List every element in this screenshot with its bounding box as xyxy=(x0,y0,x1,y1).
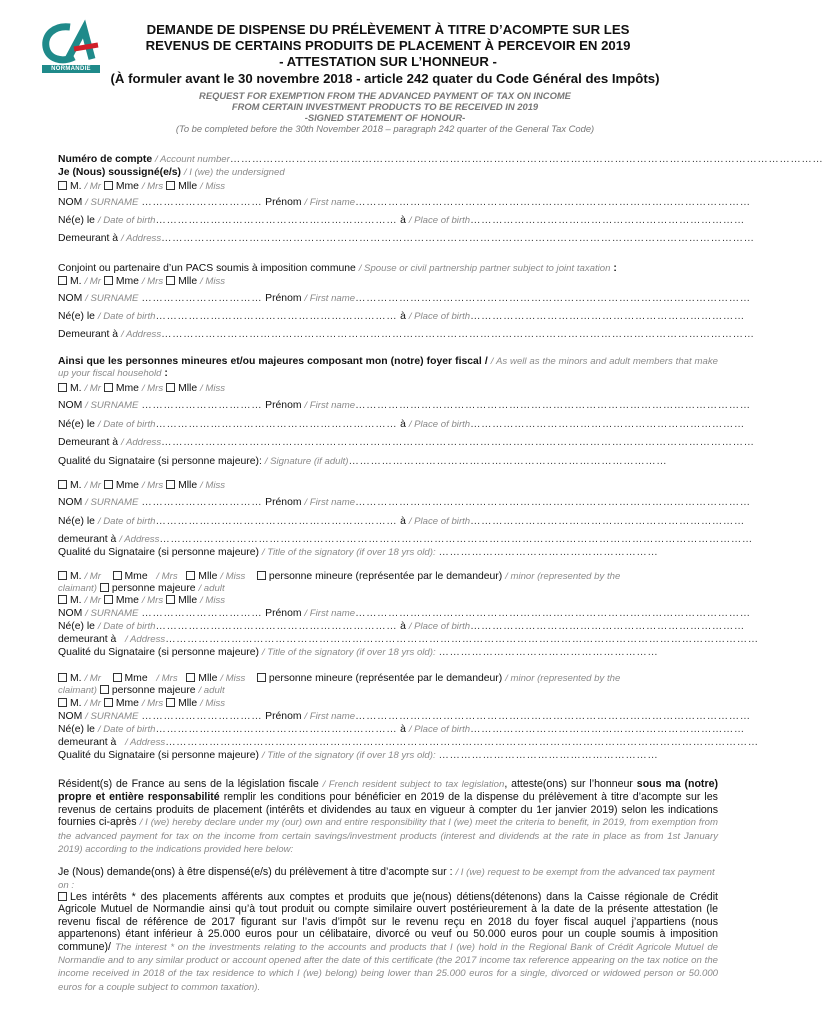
checkbox-adult[interactable] xyxy=(100,685,109,694)
name-field-1[interactable]: NOM / SURNAME …………………………… Prénom / First name……………………………………………………………………………………………… xyxy=(58,197,751,208)
household-section-heading: Ainsi que les personnes mineures et/ou majeures composant mon (notre) foyer fiscal / / As well as the minors and adult members that make up your fiscal household : xyxy=(58,356,718,380)
title-checkboxes-3[interactable]: M. / Mr Mme / Mrs Mlle / Miss xyxy=(58,382,718,395)
title-checkboxes-5[interactable]: M. / Mr Mme / Mrs Mlle / Miss xyxy=(58,594,718,607)
signatory-quality-field-1[interactable]: Qualité du Signataire (si personne majeure): / Signature (if adult)…………………………………………………………………………… xyxy=(58,456,668,467)
checkbox-minor[interactable] xyxy=(257,673,266,682)
checkbox-m[interactable] xyxy=(58,276,67,285)
name-field-2[interactable]: NOM / SURNAME …………………………… Prénom / First name……………………………………………………………………………………………… xyxy=(58,293,751,304)
checkbox-m[interactable] xyxy=(58,480,67,489)
address-field-1[interactable]: Demeurant à / Address……………………………………………………………………………………………………………………………………………… xyxy=(58,233,755,244)
checkbox-mme[interactable] xyxy=(113,571,122,580)
birth-field-1[interactable]: Né(e) le / Date of birth………………………………………………………… à / Place of birth………………………………………………………………… xyxy=(58,215,745,226)
logo-region: NORMANDIE xyxy=(42,65,100,73)
checkbox-minor[interactable] xyxy=(257,571,266,580)
partner-section-heading: Conjoint ou partenaire d’un PACS soumis à imposition commune / Spouse or civil partnership partner subject to joint taxation : xyxy=(58,263,617,274)
birth-field-6[interactable]: Né(e) le / Date of birth………………………………………………………… à / Place of birth………………………………………………………………… xyxy=(58,724,745,735)
name-field-5[interactable]: NOM / SURNAME …………………………… Prénom / First name……………………………………………………………………………………………… xyxy=(58,608,751,619)
checkbox-mme[interactable] xyxy=(104,698,113,707)
signatory-quality-field-4[interactable]: Qualité du Signataire (si personne majeure) / Title of the signatory (if over 18 yrs old): …………………………………………………… xyxy=(58,750,659,761)
checkbox-m[interactable] xyxy=(58,673,67,682)
title-checkboxes-1[interactable]: M. / Mr Mme / Mrs Mlle / Miss xyxy=(58,180,718,193)
checkbox-mme[interactable] xyxy=(104,383,113,392)
checkbox-mlle[interactable] xyxy=(166,698,175,707)
checkbox-m[interactable] xyxy=(58,571,67,580)
address-field-6[interactable]: demeurant à / Address……………………………………………………………………………………………………………………………………………… xyxy=(58,737,759,748)
english-title: REQUEST FOR EXEMPTION FROM THE ADVANCED PAYMENT OF TAX ON INCOME FROM CERTAIN INVESTMENT PRODUCTS TO BE RECEIVED IN 2019 -SIGNED STATEMENT OF HONOUR- (To be completed before the 30th November 2018 – paragraph 242 quarter of the General Tax Code) xyxy=(175,90,595,134)
signatory-quality-field-3[interactable]: Qualité du Signataire (si personne majeure) / Title of the signatory (if over 18 yrs old): …………………………………………………… xyxy=(58,647,659,658)
checkbox-mlle[interactable] xyxy=(166,383,175,392)
title-checkboxes-2[interactable]: M. / Mr Mme / Mrs Mlle / Miss xyxy=(58,275,718,288)
credit-agricole-logo xyxy=(40,23,102,69)
checkbox-m[interactable] xyxy=(58,595,67,604)
name-field-3[interactable]: NOM / SURNAME …………………………… Prénom / First name……………………………………………………………………………………………… xyxy=(58,400,751,411)
checkbox-m[interactable] xyxy=(58,698,67,707)
birth-field-5[interactable]: Né(e) le / Date of birth………………………………………………………… à / Place of birth………………………………………………………………… xyxy=(58,621,745,632)
adult-checkbox-5[interactable]: claimant) personne majeure / adult xyxy=(58,583,225,594)
name-field-4[interactable]: NOM / SURNAME …………………………… Prénom / First name……………………………………………………………………………………………… xyxy=(58,497,751,508)
exemption-request-paragraph: Je (Nous) demande(ons) à être dispensé(e/s) du prélèvement à titre d’acompte sur : / I (we) request to be exempt from the advanced tax payment on : xyxy=(58,866,715,892)
undersigned-label: Je (Nous) soussigné(e/s) / I (we) the undersigned xyxy=(58,167,285,178)
name-field-6[interactable]: NOM / SURNAME …………………………… Prénom / First name……………………………………………………………………………………………… xyxy=(58,711,751,722)
checkbox-mlle[interactable] xyxy=(186,673,195,682)
checkbox-interest[interactable] xyxy=(58,892,67,901)
checkbox-mlle[interactable] xyxy=(166,595,175,604)
checkbox-mme[interactable] xyxy=(104,595,113,604)
document-deadline: (À formuler avant le 30 novembre 2018 - article 242 quater du Code Général des Impôts) xyxy=(110,71,660,86)
address-field-2[interactable]: Demeurant à / Address……………………………………………………………………………………………………………………………………………… xyxy=(58,329,755,340)
document-title: DEMANDE DE DISPENSE DU PRÉLÈVEMENT À TITRE D’ACOMPTE SUR LES REVENUS DE CERTAINS PRODUITS DE PLACEMENT À PERCEVOIR EN 2019 - ATTESTATION SUR L’HONNEUR - xyxy=(145,22,631,69)
address-field-4[interactable]: demeurant à / Address……………………………………………………………………………………………………………………………………………… xyxy=(58,534,753,545)
checkbox-mme[interactable] xyxy=(104,181,113,190)
checkbox-adult[interactable] xyxy=(100,583,109,592)
interest-exemption-paragraph: Les intérêts * des placements afférents aux comptes et produits que je(nous) détiens(détenons) dans la Caisse régionale de Crédit Agricole Mutuel de Normandie ainsi qu’à tout produit ou compte similaire ouvert postérieurement à la date de la présente attestation (le revenu fiscal de référence de 2017 figurant sur l’avis d’impôt sur le revenu reçu en 2018 du foyer fiscal auquel j’appartiens (nous appartenons) étant inférieur à 25.000 euros pour un célibataire, divorcé ou veuf ou 50.000 euros pour un couple soumis à imposition commune)/ The interest * on the investments relating to the accounts and products that I (we) hold in the Regional Bank of Crédit Agricole Mutuel de Normandie and to any similar product or account opened after the date of this certificate (the 2017 income tax reference appearing on the tax notice on the income received in 2018 of the tax residence to which I (we) belong) being lower than 25.000 euros for a single, divorced or widowed person or 50.000 euros for a couple subject to common taxation). xyxy=(58,891,718,993)
checkbox-m[interactable] xyxy=(58,181,67,190)
checkbox-mlle[interactable] xyxy=(166,480,175,489)
checkbox-mme[interactable] xyxy=(113,673,122,682)
birth-field-2[interactable]: Né(e) le / Date of birth………………………………………………………… à / Place of birth………………………………………………………………… xyxy=(58,311,745,322)
address-field-3[interactable]: Demeurant à / Address……………………………………………………………………………………………………………………………………………… xyxy=(58,437,755,448)
declaration-paragraph: Résident(s) de France au sens de la législation fiscale / French resident subject to tax legislation, atteste(ons) sur l’honneur sous ma (notre) propre et entière responsabilité remplir les conditions pour bénéficier en 2019 de la dispense du prélèvement à titre d’acompte sur les revenus de certains produits de placement (intérêts et dividendes au taux en vigueur à compter du 1er janvier 2019) selon les indications fournies ci-après / I (we) hereby declare under my (our) own and entire responsibility that I (we) meet the criteria to benefit, in 2019, from exemption from the advanced payment for tax on the income from certain savings/investment products (interest and dividends at the rate in place as from 1st January 2019) according to the indications provided here below: xyxy=(58,778,719,856)
title-checkboxes-4[interactable]: M. / Mr Mme / Mrs Mlle / Miss xyxy=(58,479,718,492)
birth-field-3[interactable]: Né(e) le / Date of birth………………………………………………………… à / Place of birth………………………………………………………………… xyxy=(58,419,745,430)
checkbox-mlle[interactable] xyxy=(166,276,175,285)
checkbox-mlle[interactable] xyxy=(166,181,175,190)
signatory-quality-field-2[interactable]: Qualité du Signataire (si personne majeure) / Title of the signatory (if over 18 yrs old): …………………………………………………… xyxy=(58,547,659,558)
minor-adult-checkboxes-6[interactable]: M. / Mr Mme / Mrs Mlle / Miss personne mineure (représentée par le demandeur) / minor (represented by the xyxy=(58,672,718,685)
address-field-5[interactable]: demeurant à / Address……………………………………………………………………………………………………………………………………………… xyxy=(58,634,759,645)
birth-field-4[interactable]: Né(e) le / Date of birth………………………………………………………… à / Place of birth………………………………………………………………… xyxy=(58,516,745,527)
checkbox-mme[interactable] xyxy=(104,480,113,489)
account-number-field[interactable]: Numéro de compte / Account number……………………………………………………………………………………………………………………………………………… xyxy=(58,154,823,165)
checkbox-m[interactable] xyxy=(58,383,67,392)
minor-adult-checkboxes-5[interactable]: M. / Mr Mme / Mrs Mlle / Miss personne mineure (représentée par le demandeur) / minor (represented by the xyxy=(58,570,718,583)
title-checkboxes-6[interactable]: M. / Mr Mme / Mrs Mlle / Miss xyxy=(58,697,718,710)
checkbox-mlle[interactable] xyxy=(186,571,195,580)
adult-checkbox-6[interactable]: claimant) personne majeure / adult xyxy=(58,685,225,696)
checkbox-mme[interactable] xyxy=(104,276,113,285)
